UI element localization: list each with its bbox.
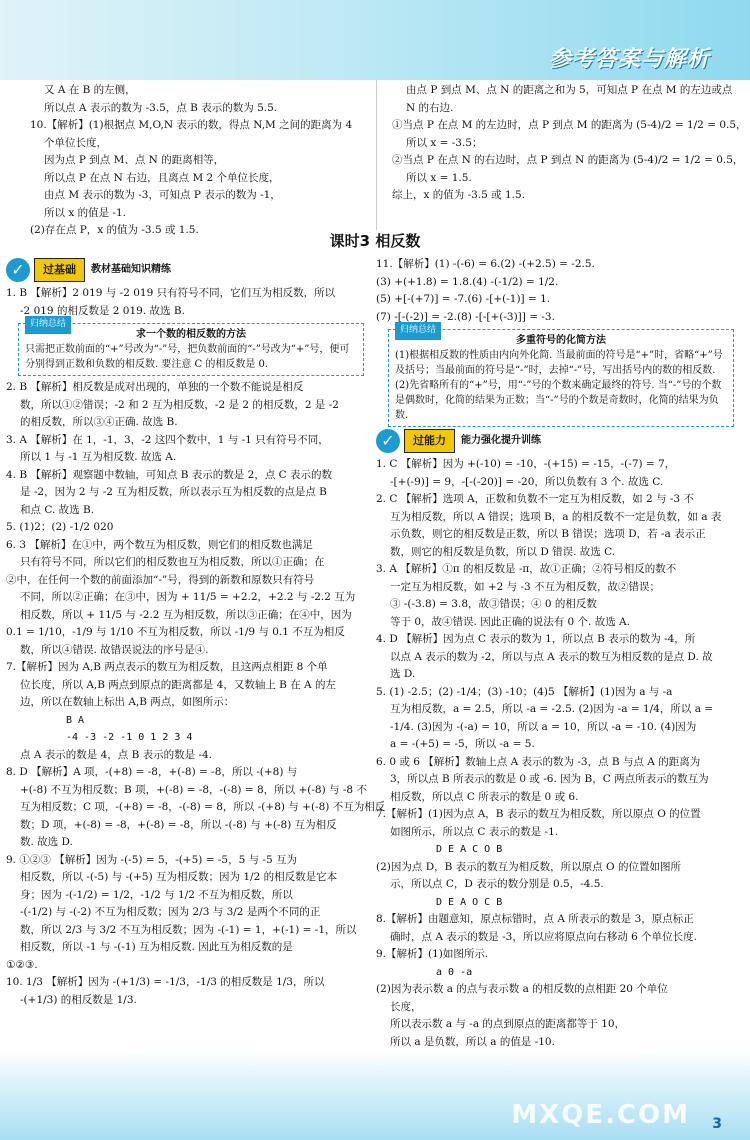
text-line: 11.【解析】(1) -(-6) = 6.(2) -(+2.5) = -2.5. [376,258,595,270]
right-box-body: (1)根据相反数的性质由内向外化简. 当最前面的符号是“+”时，省略“+”号及括号；当最前面的符号是“-”时，去掉“-”号，写出括号内的数的相反数. (2)先省略所有的“+”号，用“-”号的个数来确定最终的符号. 当“-”号的个数是偶数时，化简的结果为正数；当“-”号的个数是奇数时，化简的结果为负数. [395,350,723,421]
text-line: 个单位长度， [44,136,107,149]
text-line: 由点 P 到点 M、点 N 的距离之和为 5，可知点 P 在点 M 的左边或点 [406,84,733,96]
text-line: 6. 0 或 6 【解析】数轴上点 A 表示的数为 -3，点 B 与点 A 的距离为 [376,755,701,768]
left-items-a [6,285,370,320]
check-icon: ✓ [6,258,30,282]
top-right-column [392,82,747,205]
text-line: -(-1/2) 与 -(-2) 不互为相反数；因为 2/3 与 3/2 是两个不同的正 [20,906,321,918]
text-line: 综上，x 的值为 -3.5 或 1.5. [392,189,526,201]
text-line: 只有符号不同，所以它们的相反数也互为相反数，所以①正确；在 [20,556,325,568]
text-line: 和点 C. 故选 B. [20,503,95,516]
text-line: (5) +[-(+7)] = -7.(6) -[+(-1)] = 1. [376,293,551,305]
text-line: 又 A 在 B 的左侧， [44,84,136,96]
text-line: 9.【解析】(1)如图所示. [376,948,489,960]
right-box-tag: 归纳总结 [395,322,441,340]
text-line: 数. 故选 D. [20,836,73,848]
text-line: 所以点 P 在点 N 右边，且离点 M 2 个单位长度， [44,171,280,184]
text-line: 相反数，所以 + 11/5 与 -2.2 互为相反数，所以③正确；在④中，因为 [20,608,352,621]
right-summary-box [388,325,734,427]
text-line: 所以点 A 表示的数为 -3.5，点 B 表示的数为 5.5. [44,101,278,114]
header-title: 参考答案与解析 [548,47,710,72]
text-line: 数，所以 2/3 与 3/2 不互为相反数；因为 -(-1) = 1，+(-1) = -1，所以 [20,923,357,936]
left-box-tag: 归纳总结 [25,316,71,334]
text-line: (2)因为点 D，B 表示的数互为相反数，所以原点 O 的位置如图所 [376,860,681,873]
text-line: 是 -2，因为 2 与 -2 互为相反数，所以表示互为相反数的点是点 B [20,486,327,498]
text-line: 边，所以在数轴上标出 A,B 两点，如图所示： [20,696,235,708]
text-line: 1. C 【解析】因为 +(-10) = -10，-(+15) = -15，-(-7) = 7， [376,458,676,470]
text-line: 长度， [390,1000,422,1013]
text-line: -[+(-9)] = 9，-[-(-20)] = -20，所以负数有 3 个. 故选 C. [390,475,664,488]
text-line: 所以 x = -3.5； [406,136,483,149]
text-line: 一定互为相反数，如 +2 与 -3 不互为相反数，故②错误； [390,580,661,593]
text-line: 相反数，所以点 C 所表示的数是 0 或 6. [390,790,579,803]
text-line: 9. ①②③ 【解析】因为 -(-5) = 5，-(+5) = -5，5 与 -5 互为 [6,853,297,866]
right-items-a [376,256,740,326]
text-line: 所以 a 是负数，所以 a 的值是 -10. [390,1035,555,1048]
left-column [6,256,386,1009]
right-items-b [376,456,740,1051]
text-line: 6. 3 【解析】在①中，两个数互为相反数，则它们的相反数也满足 [6,538,313,551]
text-line: (7) -[-(-2)] = -2.(8) -[-[+(-3)]] = -3. [376,310,555,323]
text-line: 10.【解析】(1)根据点 M,O,N 表示的数，得点 N,M 之间的距离为 4 [30,119,353,131]
text-line: D E A O C B [436,896,503,908]
text-line: 数，则它的相反数是负数，所以 D 错误. 故选 C. [390,545,616,558]
left-section-subtitle: 教材基础知识精练 [91,264,171,276]
text-line: 示负数，则它的相反数是正数，所以 B 错误；选项 D，若 -a 表示正 [390,528,706,540]
text-line: -2 019 的相反数是 2 019. 故选 B. [20,304,185,317]
text-line: 10. 1/3 【解析】因为 -(+1/3) = -1/3，-1/3 的相反数是 1/3，所以 [6,976,325,988]
text-line: 数，所以④错误. 故错误说法的序号是④. [20,643,209,656]
footer-band [0,1050,750,1140]
left-box-heading: 求一个数的相反数的方法 [136,329,246,340]
text-line: (2)存在点 P，x 的值为 -3.5 或 1.5. [30,224,199,236]
text-line: (3) +(+1.8) = 1.8.(4) -(-1/2) = 1/2. [376,275,559,288]
text-line: 3，所以点 B 所表示的数是 0 或 -6. 因为 B，C 两点所表示的数互为 [390,773,709,785]
text-line: 0.1 = 1/10，-1/9 与 1/10 不互为相反数，所以 -1/9 与 0.1 不互为相反 [6,626,345,638]
text-line: 相反数，所以 -1 与 -(-1) 互为相反数. 因此互为相反数的是 [20,941,293,953]
header-banner [0,0,750,80]
text-line: 数；D 项，+(-8) = -8，+(-8) = -8，所以 -(-8) 与 +(-8) 互为相反 [20,818,337,831]
text-line: 不同，所以②正确；在③中，因为 + 11/5 = +2.2，+2.2 与 -2.2 互为 [20,591,356,603]
text-line: 如图所示，所以点 C 表示的数是 -1. [390,825,559,838]
text-line: 1. B 【解析】2 019 与 -2 019 只有符号不同，它们互为相反数，所以 [6,287,336,299]
text-line: 所以 x = 1.5. [406,171,472,184]
left-section-header [6,259,370,281]
text-line: ①当点 P 在点 M 的左边时，点 P 到点 M 的距离为 (5-4)/2 = 1/2 = 0.5， [392,119,747,131]
text-line: 选 D. [390,668,416,680]
text-line: ①②③. [6,958,38,971]
text-line: B A [66,714,85,726]
text-line: 因为点 P 到点 M、点 N 的距离相等， [44,154,225,166]
text-line: 5. (1)2；(2) -1/2 020 [6,521,114,533]
right-section-subtitle: 能力强化提升训练 [461,435,541,447]
column-divider [376,80,377,230]
text-line: 4. D 【解析】因为点 C 表示的数为 1，所以点 B 表示的数为 -4，所 [376,633,696,645]
text-line: (2)因为表示数 a 的点与表示数 a 的相反数的点相距 20 个单位 [376,983,668,995]
text-line: 以点 A 表示的数为 -2，所以与点 A 表示的数互为相反数的是点 D. 故 [390,650,713,663]
text-line: 相反数，所以 -(-5) 与 -(+5) 互为相反数；因为 1/2 的相反数是它本 [20,871,338,883]
section-title: 课时3 相反数 [329,232,421,250]
text-line: ③ -(-3.8) = 3.8，故③错误；④ 0 的相反数 [390,598,597,610]
text-line: a = -(+5) = -5，所以 -a = 5. [390,738,535,750]
text-line: 示，所以点 C，D 表示的数分别是 0.5，-4.5. [390,878,604,890]
right-box-heading: 多重符号的化简方法 [516,335,606,346]
text-line: 互为相反数，a = 2.5，所以 -a = -2.5. (2)因为 -a = 1/4，所以 a = [390,703,714,715]
text-line: 身；因为 -(-1/2) = 1/2，-1/2 与 1/2 不互为相反数，所以 [20,888,293,901]
text-line: D E A C O B [436,844,503,855]
text-line: -1/4. (3)因为 -(-a) = 10，所以 a = 10，所以 -a = -10. (4)因为 [390,720,697,733]
text-line: 所以 x 的值是 -1. [44,206,127,219]
watermark-logo: MXQE.COM [511,1100,690,1130]
text-line: 数，所以①②错误；-2 和 2 互为相反数，-2 是 2 的相反数，2 是 -2 [20,398,339,411]
text-line: -4 -3 -2 -1 0 1 2 3 4 [66,732,193,743]
text-line: 8.【解析】由题意知，原点标错时，点 A 所表示的数是 3，原点标正 [376,913,694,925]
text-line: 3. A 【解析】①π 的相反数是 -π，故①正确；②符号相反的数不 [376,563,677,575]
text-line: 确时，点 A 表示的数是 -3，所以应将原点向右移动 6 个单位长度. [390,930,698,943]
text-line: N 的右边. [406,101,454,114]
text-line: +(-8) 不互为相反数；B 项，+(-8) = -8，-(-8) = 8，所以 +(-8) 与 -8 不 [20,783,367,796]
text-line: 5. (1) -2.5；(2) -1/4；(3) -10；(4)5 【解析】(1)因为 a 与 -a [376,685,673,698]
left-box-body: 只需把正数前面的“+”号改为“-”号，把负数前面的“-”号改为“+”号，便可分别得到正数和负数的相反数. 要注意 C 的相反数是 0. [25,344,350,370]
check-icon: ✓ [376,429,400,453]
text-line: 所以表示数 a 与 -a 的点到原点的距离都等于 10， [390,1018,626,1030]
text-line: 8. D 【解析】A 项，-(+8) = -8，+(-8) = -8，所以 -(+8) 与 [6,766,298,778]
text-line: 的相反数，所以③④正确. 故选 B. [20,416,178,428]
text-line: 7.【解析】因为 A,B 两点表示的数互为相反数，且这两点相距 8 个单 [6,661,328,673]
text-line: 位长度，所以 A,B 两点到原点的距离都是 4，又数轴上 B 在 A 的左 [20,678,336,691]
text-line: 等于 0，故④错误. 因此正确的说法有 0 个. 故选 A. [390,615,630,628]
text-line: 互为相反数；C 项，-(+8) = -8，-(-8) = 8，所以 -(+8) 与 +(-8) 不互为相反 [20,801,386,813]
text-line: 所以 1 与 -1 互为相反数. 故选 A. [20,451,177,463]
text-line: 由点 M 表示的数为 -3，可知点 P 表示的数为 -1， [44,189,281,201]
text-line: a 0 -a [436,966,473,978]
text-line: 2. C 【解析】选项 A，正数和负数不一定互为相反数，如 2 与 -3 不 [376,493,694,505]
right-section-label: 过能力 [404,429,455,453]
page-number: 3 [712,1116,722,1132]
text-line: 4. B 【解析】观察题中数轴，可知点 B 表示的数是 2，点 C 表示的数 [6,468,333,481]
text-line: 互为相反数，所以 A 错误；选项 B，a 的相反数不一定是负数，如 a 表 [390,510,722,523]
text-line: 3. A 【解析】在 1，-1，3，-2 这四个数中，1 与 -1 只有符号不同， [6,433,329,446]
text-line: 点 A 表示的数是 4，点 B 表示的数是 -4. [20,748,213,761]
right-section-header [376,430,740,452]
left-section-label: 过基础 [34,258,85,282]
text-line: 7.【解析】(1)因为点 A，B 表示的数互为相反数，所以原点 O 的位置 [376,808,701,820]
right-column [376,256,740,1051]
left-items-b [6,379,386,1009]
text-line: ②中，在任何一个数的前面添加“-”号，得到的新数和原数只有符号 [6,573,315,586]
text-line: ②当点 P 在点 N 的右边时，点 P 到点 N 的距离为 (5-4)/2 = 1/2 = 0.5， [392,154,744,166]
top-left-column [30,82,370,240]
text-line: -(+1/3) 的相反数是 1/3. [20,993,137,1006]
text-line: 2. B 【解析】相反数是成对出现的，单独的一个数不能说是相反 [6,381,304,393]
left-summary-box [18,319,364,376]
